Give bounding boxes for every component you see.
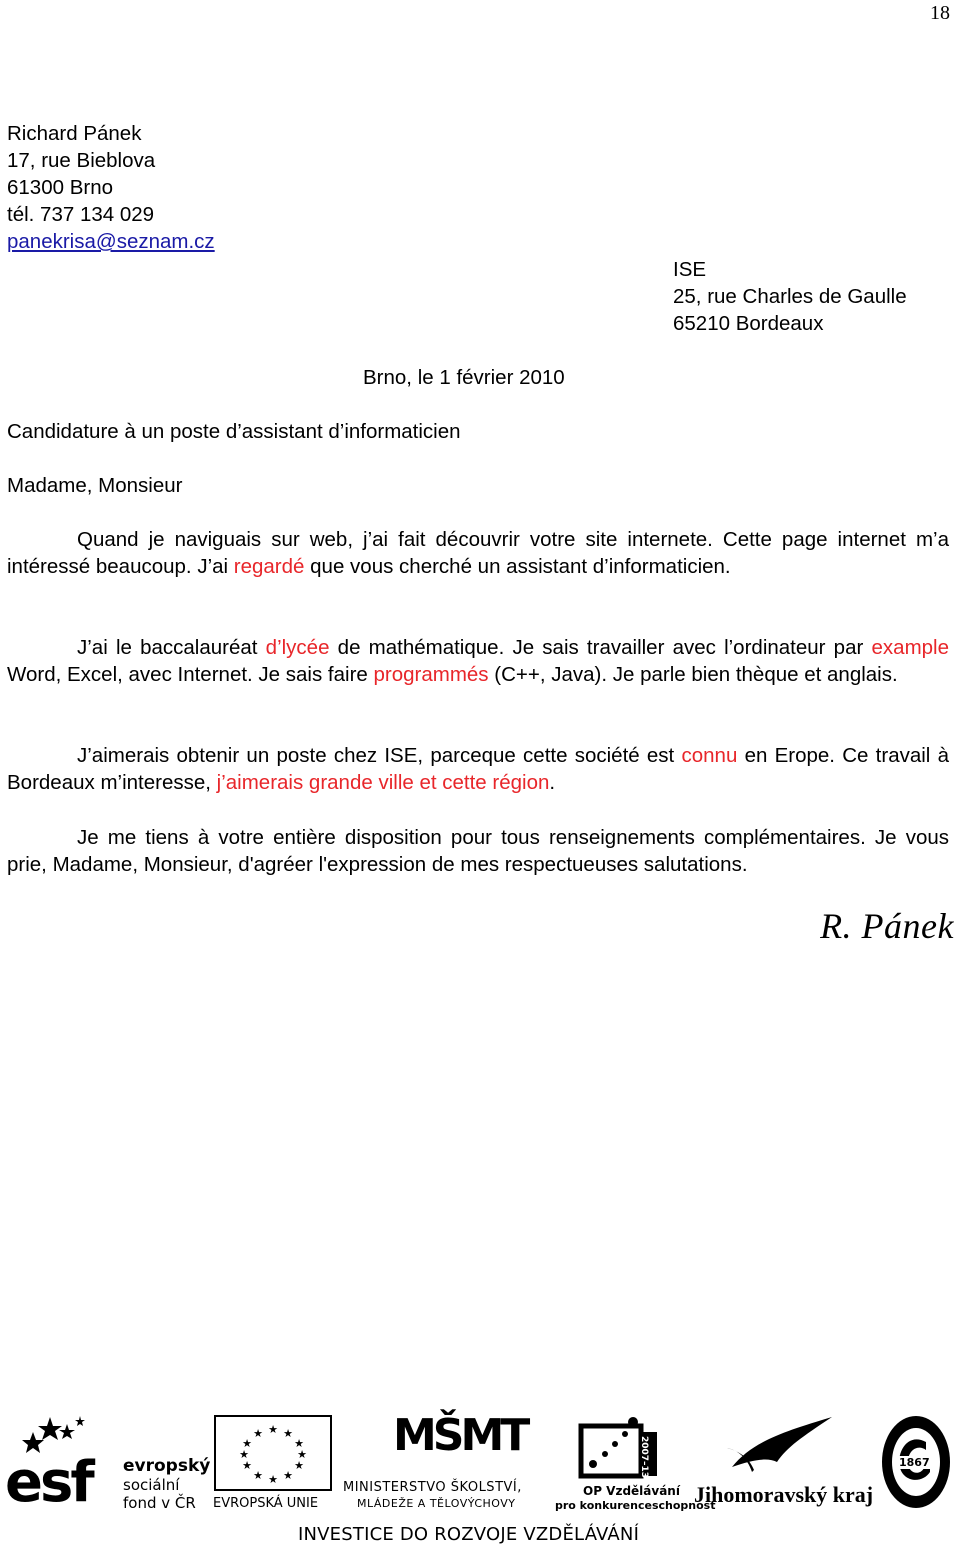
p2-text-g: (C++, Java). Je parle bien thèque et anglais. bbox=[488, 663, 898, 686]
msmt-mark: MŠMT bbox=[393, 1410, 527, 1461]
svg-text:★: ★ bbox=[297, 1448, 307, 1461]
esf-line3: fond v ČR bbox=[123, 1494, 196, 1512]
sender-block bbox=[7, 120, 215, 255]
svg-text:★: ★ bbox=[294, 1459, 304, 1472]
msmt-line1: MINISTERSTVO ŠKOLSTVÍ, bbox=[343, 1480, 522, 1495]
p2-text-a: J’ai le baccalauréat bbox=[77, 636, 266, 659]
sender-name: Richard Pánek bbox=[7, 122, 142, 145]
subject-line: Candidature à un poste d’assistant d’informaticien bbox=[7, 420, 461, 443]
svg-text:★: ★ bbox=[268, 1423, 278, 1436]
signature: R. Pánek bbox=[820, 906, 954, 946]
paragraph-4 bbox=[7, 824, 949, 878]
svg-text:★: ★ bbox=[242, 1459, 252, 1472]
svg-text:★: ★ bbox=[283, 1469, 293, 1482]
op-line1: OP Vzdělávání bbox=[583, 1484, 680, 1498]
esf-mark: esf bbox=[5, 1450, 92, 1515]
p2-error-2: example bbox=[871, 636, 950, 659]
op-years: 2007–13 bbox=[639, 1436, 649, 1479]
svg-text:★: ★ bbox=[294, 1437, 304, 1450]
p1-error-1: regardé bbox=[233, 555, 305, 578]
svg-text:★: ★ bbox=[239, 1448, 249, 1461]
p3-text-c: en Erope. Ce travail à Bordeaux m’interesse, bbox=[7, 744, 949, 794]
p3-error-2: j’aimerais grande ville et cette région bbox=[216, 771, 550, 794]
esf-logo bbox=[5, 1412, 211, 1515]
eu-logo bbox=[213, 1414, 333, 1512]
jmk-swallow-icon bbox=[692, 1412, 872, 1482]
svg-text:★: ★ bbox=[268, 1473, 278, 1486]
op-logo bbox=[553, 1412, 716, 1512]
esf-line2: sociální bbox=[123, 1476, 180, 1494]
emblem-logo bbox=[878, 1412, 954, 1512]
svg-text:★: ★ bbox=[253, 1427, 263, 1440]
date-line: Brno, le 1 février 2010 bbox=[363, 366, 565, 389]
svg-text:★: ★ bbox=[242, 1437, 252, 1450]
paragraph-2 bbox=[7, 634, 949, 688]
sender-city: 61300 Brno bbox=[7, 176, 114, 199]
msmt-line2: MLÁDEŽE A TĚLOVÝCHOVY bbox=[357, 1497, 516, 1510]
p3-text-e: . bbox=[549, 771, 556, 794]
p2-text-e: Word, Excel, avec Internet. Je sais faire bbox=[7, 663, 374, 686]
p2-error-3: programmés bbox=[373, 663, 489, 686]
recipient-block bbox=[673, 256, 907, 337]
p4-text-a: Je me tiens à votre entière disposition pour tous renseignements complémentaires. Je vous prie, Madame, Monsieur, d'agréer l'expression de mes respectueuses salutations. bbox=[7, 826, 949, 876]
msmt-logo bbox=[343, 1410, 548, 1512]
recipient-city: 65210 Bordeaux bbox=[673, 312, 824, 335]
p3-text-a: J’aimerais obtenir un poste chez ISE, parceque cette société est bbox=[77, 744, 682, 767]
op-line2: pro konkurenceschopnost bbox=[555, 1499, 716, 1512]
paragraph-1 bbox=[7, 526, 949, 580]
recipient-name: ISE bbox=[673, 258, 707, 281]
footer-tagline: INVESTICE DO ROZVOJE VZDĚLÁVÁNÍ bbox=[298, 1524, 640, 1545]
p2-error-1: d’lycée bbox=[265, 636, 330, 659]
p1-text-a: Quand je naviguais sur web, j’ai fait découvrir votre site internete. Cette page internet m’a intéressé beaucoup. J’ai bbox=[7, 528, 949, 578]
paragraph-3 bbox=[7, 742, 949, 796]
page-number: 18 bbox=[930, 2, 950, 24]
esf-line1: evropský bbox=[123, 1456, 211, 1476]
recipient-street: 25, rue Charles de Gaulle bbox=[673, 285, 907, 308]
eu-label: EVROPSKÁ UNIE bbox=[213, 1496, 319, 1511]
jmk-label: Jihomoravský kraj bbox=[694, 1482, 874, 1507]
jmk-logo bbox=[692, 1412, 872, 1512]
emblem-year: 1867 bbox=[899, 1456, 930, 1469]
sender-street: 17, rue Bieblova bbox=[7, 149, 156, 172]
svg-text:★: ★ bbox=[283, 1427, 293, 1440]
p3-error-1: connu bbox=[681, 744, 738, 767]
eu-flag-icon bbox=[213, 1414, 333, 1492]
p2-text-c: de mathématique. Je sais travailler avec l’ordinateur par bbox=[329, 636, 872, 659]
sender-phone: tél. 737 134 029 bbox=[7, 203, 155, 226]
sender-email-link[interactable]: panekrisa@seznam.cz bbox=[7, 230, 215, 253]
p1-text-c: que vous cherché un assistant d’informaticien. bbox=[304, 555, 731, 578]
svg-text:★: ★ bbox=[253, 1469, 263, 1482]
salutation: Madame, Monsieur bbox=[7, 474, 183, 497]
